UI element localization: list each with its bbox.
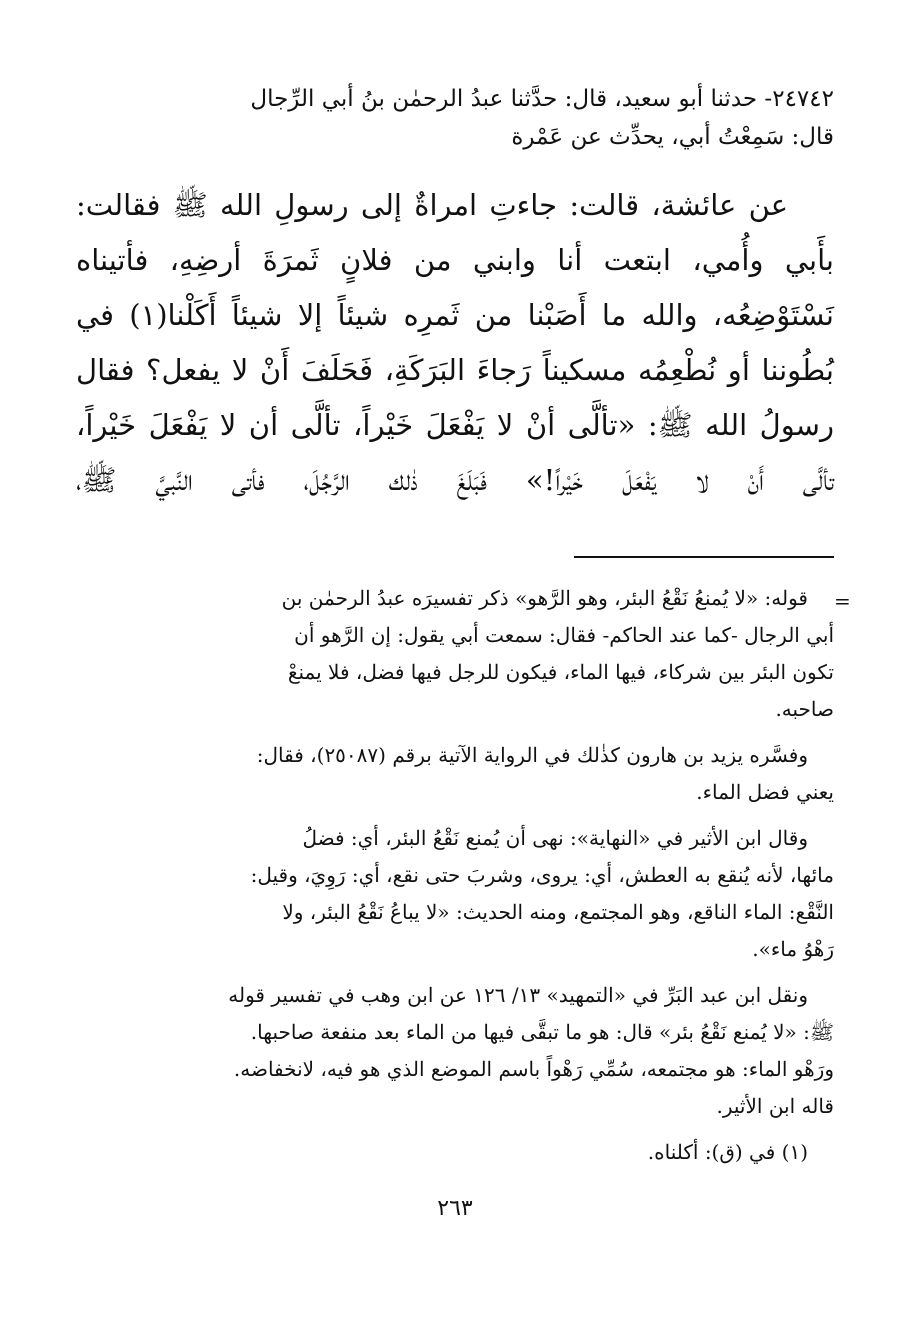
footnote-continuation-mark: = xyxy=(834,589,851,613)
footnote-line: رَهْوُ ماء». xyxy=(752,937,834,961)
hadith-matn xyxy=(76,178,834,508)
footnote-line: قوله: «لا يُمنعُ نَقْعُ البئر، وهو الرَّهو» ذكر تفسيرَه عبدُ الرحمٰن بن xyxy=(281,586,808,610)
matn-line: بُطُوننا أو نُطْعِمُه مسكيناً رَجاءَ البَرَكَةِ، فَحَلَفَ أَنْ لا يفعل؟ فقال xyxy=(76,353,834,387)
footnote-paragraph xyxy=(76,1134,834,1171)
page-number: ٢٦٣ xyxy=(437,1196,473,1221)
matn-line: عن عائشة، قالت: جاءتِ امراةٌ إلى رسولِ الله ﷺ فقالت: xyxy=(76,188,788,222)
footnote-line: (١) في (ق): أكلناه. xyxy=(647,1140,808,1164)
isnad-line: قال: سَمِعْتُ أبي، يحدِّث عن عَمْرة xyxy=(511,124,834,150)
footnote-line: قاله ابن الأثير. xyxy=(716,1094,834,1118)
matn-line: تألَّى أَنْ لا يَفْعَلَ خَيْراً!» فَبَلَغَ ذٰلك الرَّجُلَ، فأتى النَّبيَّ ﷺ، xyxy=(76,463,834,497)
footnote-paragraph xyxy=(76,977,834,1125)
footnote-line: مائها، لأنه يُنقع به العطش، أي: يروى، وشربَ حتى نقع، أي: رَوِيَ، وقيل: xyxy=(250,863,834,887)
footnote-line: ونقل ابن عبد البَرِّ في «التمهيد» ١٣/ ١٢٦ عن ابن وهب في تفسير قوله xyxy=(228,983,808,1007)
footnote-line: صاحبه. xyxy=(775,697,834,721)
footnote-line: أبي الرجال -كما عند الحاكم- فقال: سمعت أبي يقول: إن الرَّهو أن xyxy=(294,623,834,647)
matn-line: رسولُ الله ﷺ: «تألَّى أنْ لا يَفْعَلَ خَيْراً، تألَّى أن لا يَفْعَلَ خَيْراً، xyxy=(76,408,834,442)
footnotes xyxy=(76,580,834,1180)
footnote-paragraph xyxy=(76,737,834,811)
footnote-paragraph xyxy=(76,820,834,968)
footnote-line: ﷺ: «لا يُمنع نَقْعُ بئر» قال: هو ما تبقَّى فيها من الماء بعد منفعة صاحبها. xyxy=(250,1020,834,1044)
footnote-line: وفسَّره يزيد بن هارون كذٰلك في الرواية الآتية برقم (٢٥٠٨٧)، فقال: xyxy=(256,743,808,767)
footnote-paragraph xyxy=(76,580,834,728)
footnote-line: النَّقْع: الماء الناقع، وهو المجتمع، ومنه الحديث: «لا يباعُ نَقْعُ البئر، ولا xyxy=(282,900,834,924)
matn-line: بأَبي وأُمي، ابتعت أنا وابني من فلانٍ ثَمرَةَ أرضِهِ، فأتيناه xyxy=(76,243,834,277)
footnote-line: تكون البئر بين شركاء، فيها الماء، فيكون للرجل فيها فضل، فلا يمنعْ xyxy=(287,660,834,684)
isnad-line: ٢٤٧٤٢- حدثنا أبو سعيد، قال: حدَّثنا عبدُ الرحمٰن بنُ أبي الرِّجال xyxy=(250,86,834,112)
footnote-divider xyxy=(574,556,834,558)
hadith-isnad xyxy=(76,80,834,156)
footnote-line: يعني فضل الماء. xyxy=(696,780,834,804)
matn-line: نَسْتَوْضِعُه، والله ما أَصَبْنا من ثَمرِه شيئاً إلا شيئاً أَكَلْنا(١) في xyxy=(76,298,834,332)
footnote-line: وقال ابن الأثير في «النهاية»: نهى أن يُمنع نَقْعُ البئر، أي: فضلُ xyxy=(302,826,808,850)
footnote-line: ورَهْو الماء: هو مجتمعه، سُمِّي رَهْواً باسم الموضع الذي هو فيه، لانخفاضه. xyxy=(233,1057,834,1081)
